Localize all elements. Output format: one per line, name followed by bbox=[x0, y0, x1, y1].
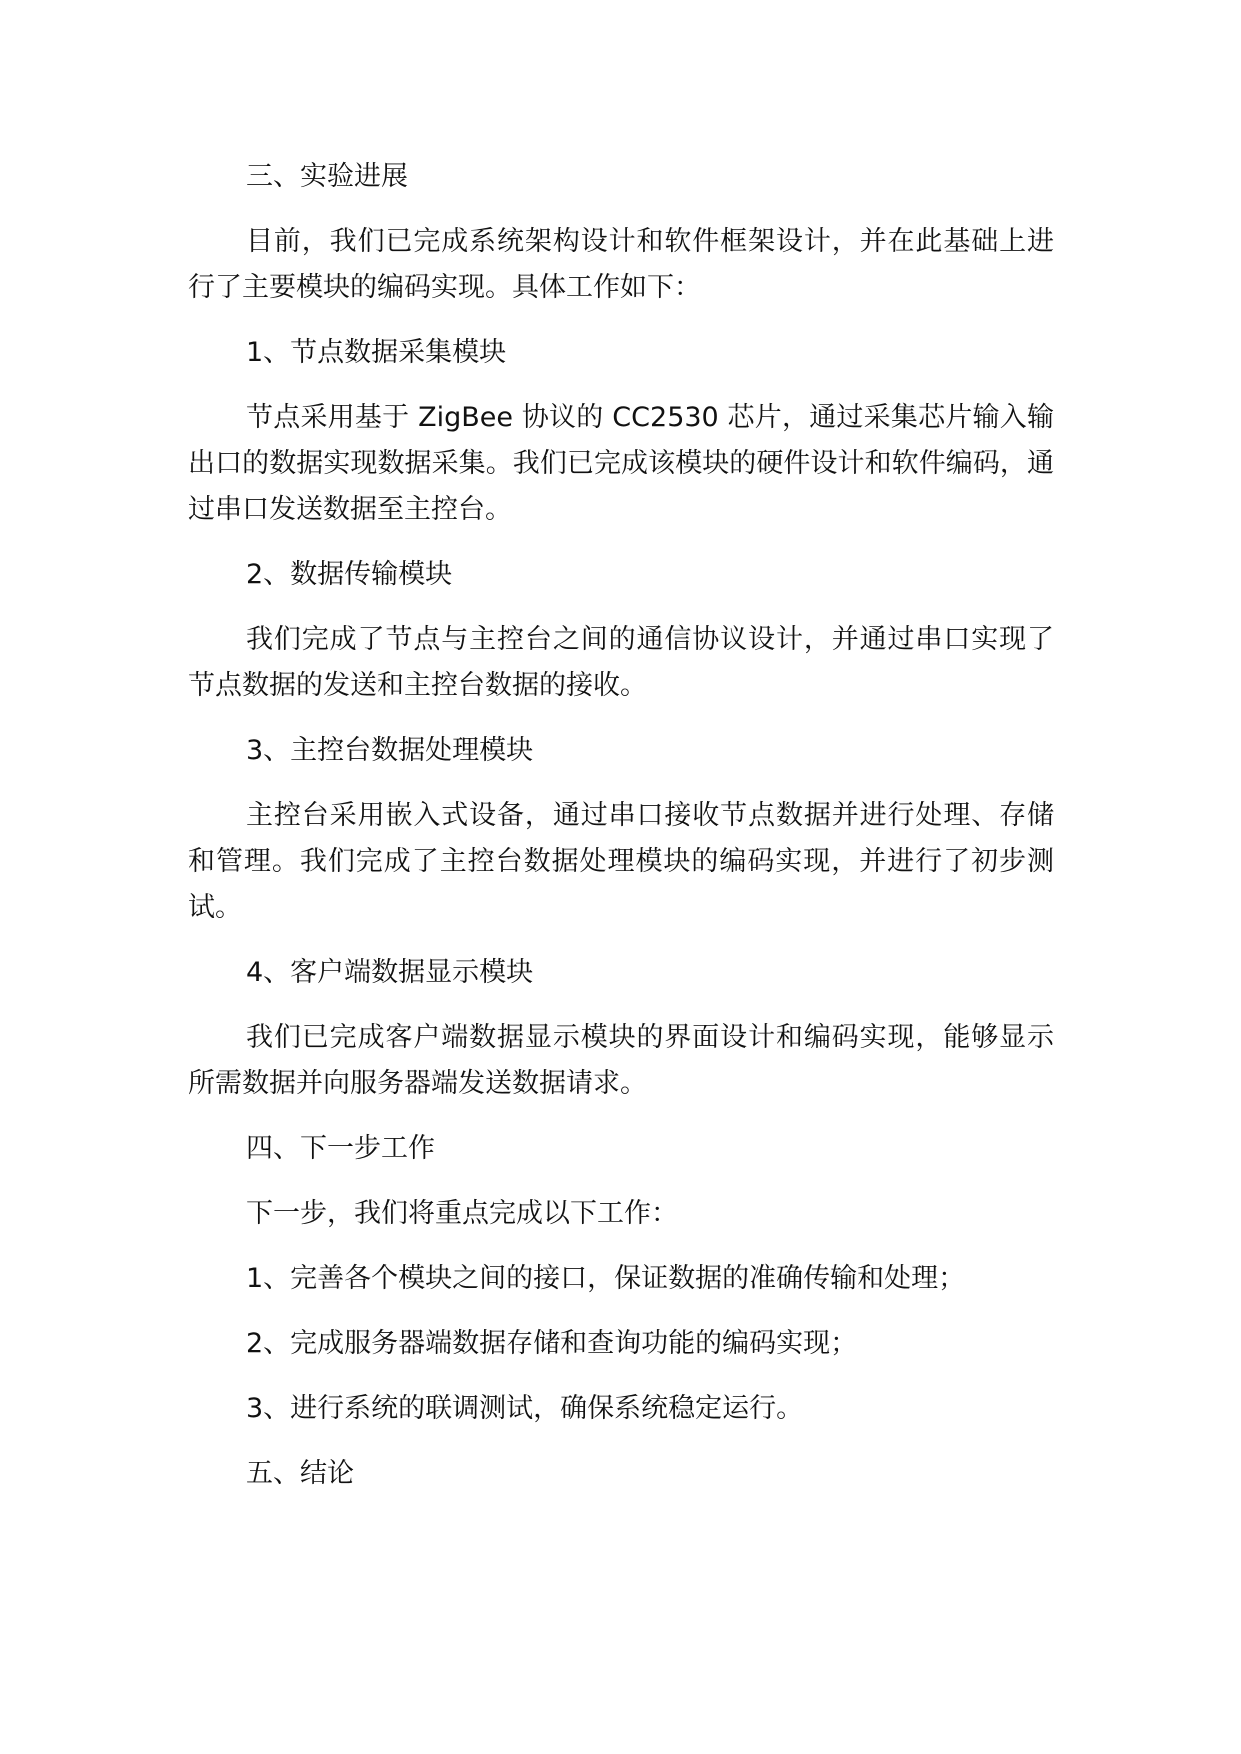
paragraph-client-display: 我们已完成客户端数据显示模块的界面设计和编码实现，能够显示所需数据并向服务器端发送数据请求。 bbox=[188, 1022, 1054, 1099]
section-heading-conclusion: 五、结论 bbox=[246, 1458, 354, 1489]
subheading-data-transmission: 2、数据传输模块 bbox=[246, 559, 453, 590]
list-item-next-step-2: 2、完成服务器端数据存储和查询功能的编码实现； bbox=[246, 1328, 858, 1359]
paragraph-next-steps-intro: 下一步，我们将重点完成以下工作： bbox=[246, 1198, 678, 1229]
paragraph-progress-intro: 目前，我们已完成系统架构设计和软件框架设计，并在此基础上进行了主要模块的编码实现。具体工作如下： bbox=[188, 226, 1054, 303]
subheading-node-data-collection: 1、节点数据采集模块 bbox=[246, 337, 507, 368]
subheading-console-processing: 3、主控台数据处理模块 bbox=[246, 735, 534, 766]
section-heading-next-steps: 四、下一步工作 bbox=[246, 1133, 435, 1164]
paragraph-node-data-collection: 节点采用基于 ZigBee 协议的 CC2530 芯片，通过采集芯片输入输出口的数据实现数据采集。我们已完成该模块的硬件设计和软件编码，通过串口发送数据至主控台。 bbox=[188, 402, 1054, 525]
document-body bbox=[188, 154, 1054, 1516]
paragraph-data-transmission: 我们完成了节点与主控台之间的通信协议设计，并通过串口实现了节点数据的发送和主控台数据的接收。 bbox=[188, 624, 1054, 701]
subheading-client-display: 4、客户端数据显示模块 bbox=[246, 957, 534, 988]
list-item-next-step-3: 3、进行系统的联调测试，确保系统稳定运行。 bbox=[246, 1393, 804, 1424]
section-heading-experiment-progress: 三、实验进展 bbox=[246, 161, 408, 192]
list-item-next-step-1: 1、完善各个模块之间的接口，保证数据的准确传输和处理； bbox=[246, 1263, 966, 1294]
paragraph-console-processing: 主控台采用嵌入式设备，通过串口接收节点数据并进行处理、存储和管理。我们完成了主控台数据处理模块的编码实现，并进行了初步测试。 bbox=[188, 800, 1054, 923]
